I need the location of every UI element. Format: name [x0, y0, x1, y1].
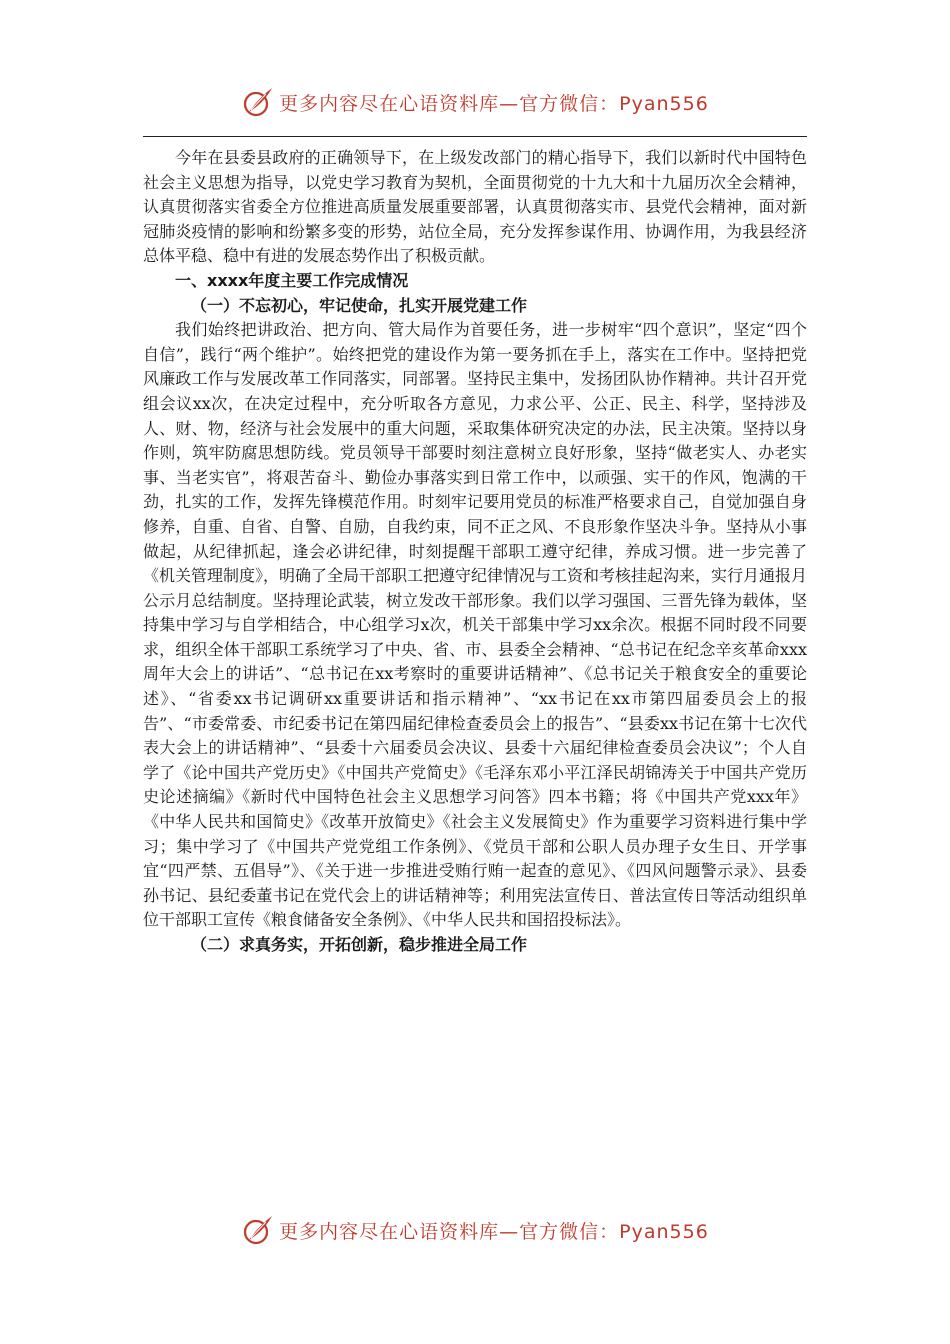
header-watermark: [0, 82, 950, 122]
footer-watermark-text: 更多内容尽在心语资料库—官方微信：Pyan556: [279, 1220, 709, 1243]
feather-pen-circle-icon: [241, 1213, 275, 1247]
footer-watermark: [0, 1210, 950, 1250]
intro-paragraph: 今年在县委县政府的正确领导下，在上级发改部门的精心指导下，我们以新时代中国特色社会主义思想为指导，以党史学习教育为契机，全面贯彻党的十九大和十九届历次全会精神，认真贯彻落实省委全方位推进高质量发展重要部署，认真贯彻落实市、县党代会精神，面对新冠肺炎疫情的影响和纷繁多变的形势，站位全局，充分发挥参谋作用、协调作用，为我县经济总体平稳、稳中有进的发展态势作出了积极贡献。: [143, 148, 807, 266]
feather-pen-circle-icon: [241, 85, 275, 119]
header-divider: [143, 136, 807, 137]
body-paragraph: 我们始终把讲政治、把方向、管大局作为首要任务，进一步树牢“四个意识”，坚定“四个自信”，践行“两个维护”。始终把党的建设作为第一要务抓在手上，落实在工作中。坚持把党风廉政工作与发展改革工作同落实，同部署。坚持民主集中，发扬团队协作精神。共计召开党组会议xx次，在决定过程中，充分听取各方意见，力求公平、公正、民主、科学，坚持涉及人、财、物，经济与社会发展中的重大问题，采取集体研究决定的办法，民主决策。坚持以身作则，筑牢防腐思想防线。党员领导干部要时刻注意树立良好形象，坚持“做老实人、办老实事、当老实官”，将艰苦奋斗、勤俭办事落实到日常工作中，以顽强、实干的作风，饱满的干劲，扎实的工作，发挥先锋模范作用。时刻牢记要用党员的标准严格要求自己，自觉加强自身修养，自重、自省、自警、自励，自我约束，同不正之风、不良形象作坚决斗争。坚持从小事做起，从纪律抓起，逢会必讲纪律，时刻提醒干部职工遵守纪律，养成习惯。进一步完善了《机关管理制度》，明确了全局干部职工把遵守纪律情况与工资和考核挂起沟来，实行月通报月公示月总结制度。坚持理论武装，树立发改干部形象。我们以学习强国、三晋先锋为载体，坚持集中学习与自学相结合，中心组学习x次，机关干部集中学习xx余次。根据不同时段不同要求，组织全体干部职工系统学习了中央、省、市、县委全会精神、“总书记在纪念辛亥革命xxx周年大会上的讲话”、“总书记在xx考察时的重要讲话精神”、《总书记关于粮食安全的重要论述》、“省委xx书记调研xx重要讲话和指示精神”、“xx书记在xx市第四届委员会上的报告”、“市委常委、市纪委书记在第四届纪律检查委员会上的报告”、“县委xx书记在第十七次代表大会上的讲话精神”、“县委十六届委员会决议、县委十六届纪律检查委员会决议”；个人自学了《论中国共产党历史》《中国共产党简史》《毛泽东邓小平江泽民胡锦涛关于中国共产党历史论述摘编》《新时代中国特色社会主义思想学习问答》四本书籍；将《中国共产党xxx年》《中华人民共和国简史》《改革开放简史》《社会主义发展简史》作为重要学习资料进行集中学习；集中学习了《中国共产党党组工作条例》、《党员干部和公职人员办理子女生日、开学事宜“四严禁、五倡导”》、《关于进一步推进受贿行贿一起查的意见》、《四风问题警示录》、县委孙书记、县纪委董书记在党代会上的讲话精神等；利用宪法宣传日、普法宣传日等活动组织单位干部职工宣传《粮食储备安全条例》、《中华人民共和国招投标法》。: [143, 320, 808, 930]
header-watermark-text: 更多内容尽在心语资料库—官方微信：Pyan556: [279, 92, 709, 115]
section-heading: 一、xxxx年度主要工作完成情况: [175, 270, 409, 290]
document-body: [143, 146, 807, 958]
subsection-heading: （二）求真务实，开拓创新，稳步推进全局工作: [191, 935, 528, 954]
subsection-heading: （一）不忘初心，牢记使命，扎实开展党建工作: [191, 295, 528, 315]
